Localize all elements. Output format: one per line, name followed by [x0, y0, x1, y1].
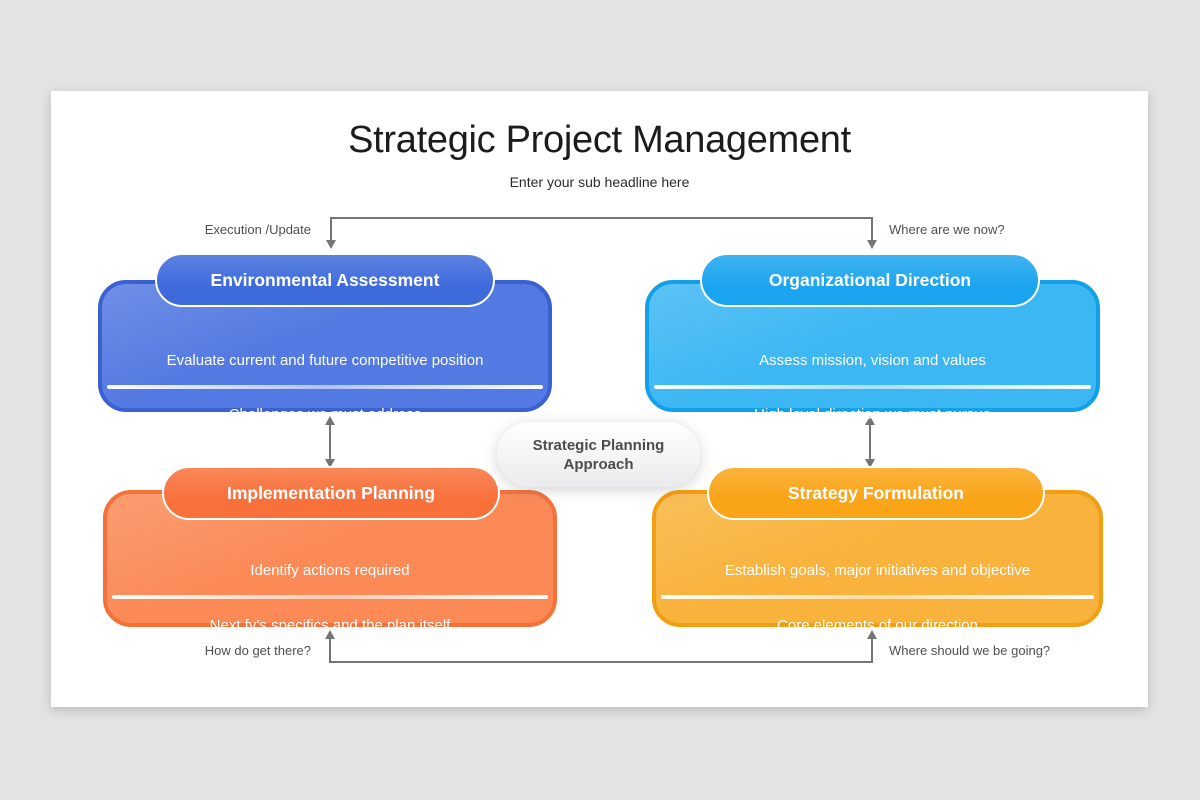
quadrant-environmental-assessment [98, 253, 552, 423]
bottom-connector-horizontal-line [329, 661, 872, 663]
label-how-do-get-there: How do get there? [204, 643, 311, 658]
arrow-down-icon [326, 240, 336, 249]
quadrant-strategy-formulation [652, 466, 1103, 634]
quadrant-header: Strategy Formulation [707, 466, 1045, 520]
quadrant-row: Assess mission, vision and values [759, 351, 986, 369]
page-subtitle: Enter your sub headline here [509, 174, 690, 190]
slide-canvas [51, 91, 1148, 707]
quadrant-row: Core elements of our direction [777, 616, 978, 634]
arrow-down-icon [867, 240, 877, 249]
quadrant-row: High level direction we must pursue [754, 405, 991, 423]
quadrant-header: Environmental Assessment [155, 253, 495, 307]
quadrant-implementation-planning [103, 466, 557, 634]
label-where-should-we-be-going: Where should we be going? [889, 643, 1051, 658]
label-execution-update: Execution /Update [204, 222, 311, 237]
label-where-are-we-now: Where are we now? [889, 222, 1005, 237]
quadrant-row: Challenges we must address [228, 405, 422, 423]
quadrant-row: Identify actions required [250, 562, 410, 579]
center-strategic-planning-approach: Strategic Planning Approach [497, 422, 700, 487]
quadrant-row: Next fy’s specifics and the plan itself [209, 616, 451, 634]
quadrant-row: Evaluate current and future competitive position [166, 351, 484, 369]
top-connector-horizontal-line [330, 217, 873, 219]
top-connector-right-line [871, 217, 873, 242]
page-title: Strategic Project Management [348, 119, 851, 161]
top-connector-left-line [330, 217, 332, 242]
quadrant-row: Establish goals, major initiatives and objective [724, 562, 1031, 579]
quadrant-organizational-direction [645, 253, 1100, 423]
quadrant-header: Organizational Direction [700, 253, 1040, 307]
quadrant-header: Implementation Planning [162, 466, 500, 520]
